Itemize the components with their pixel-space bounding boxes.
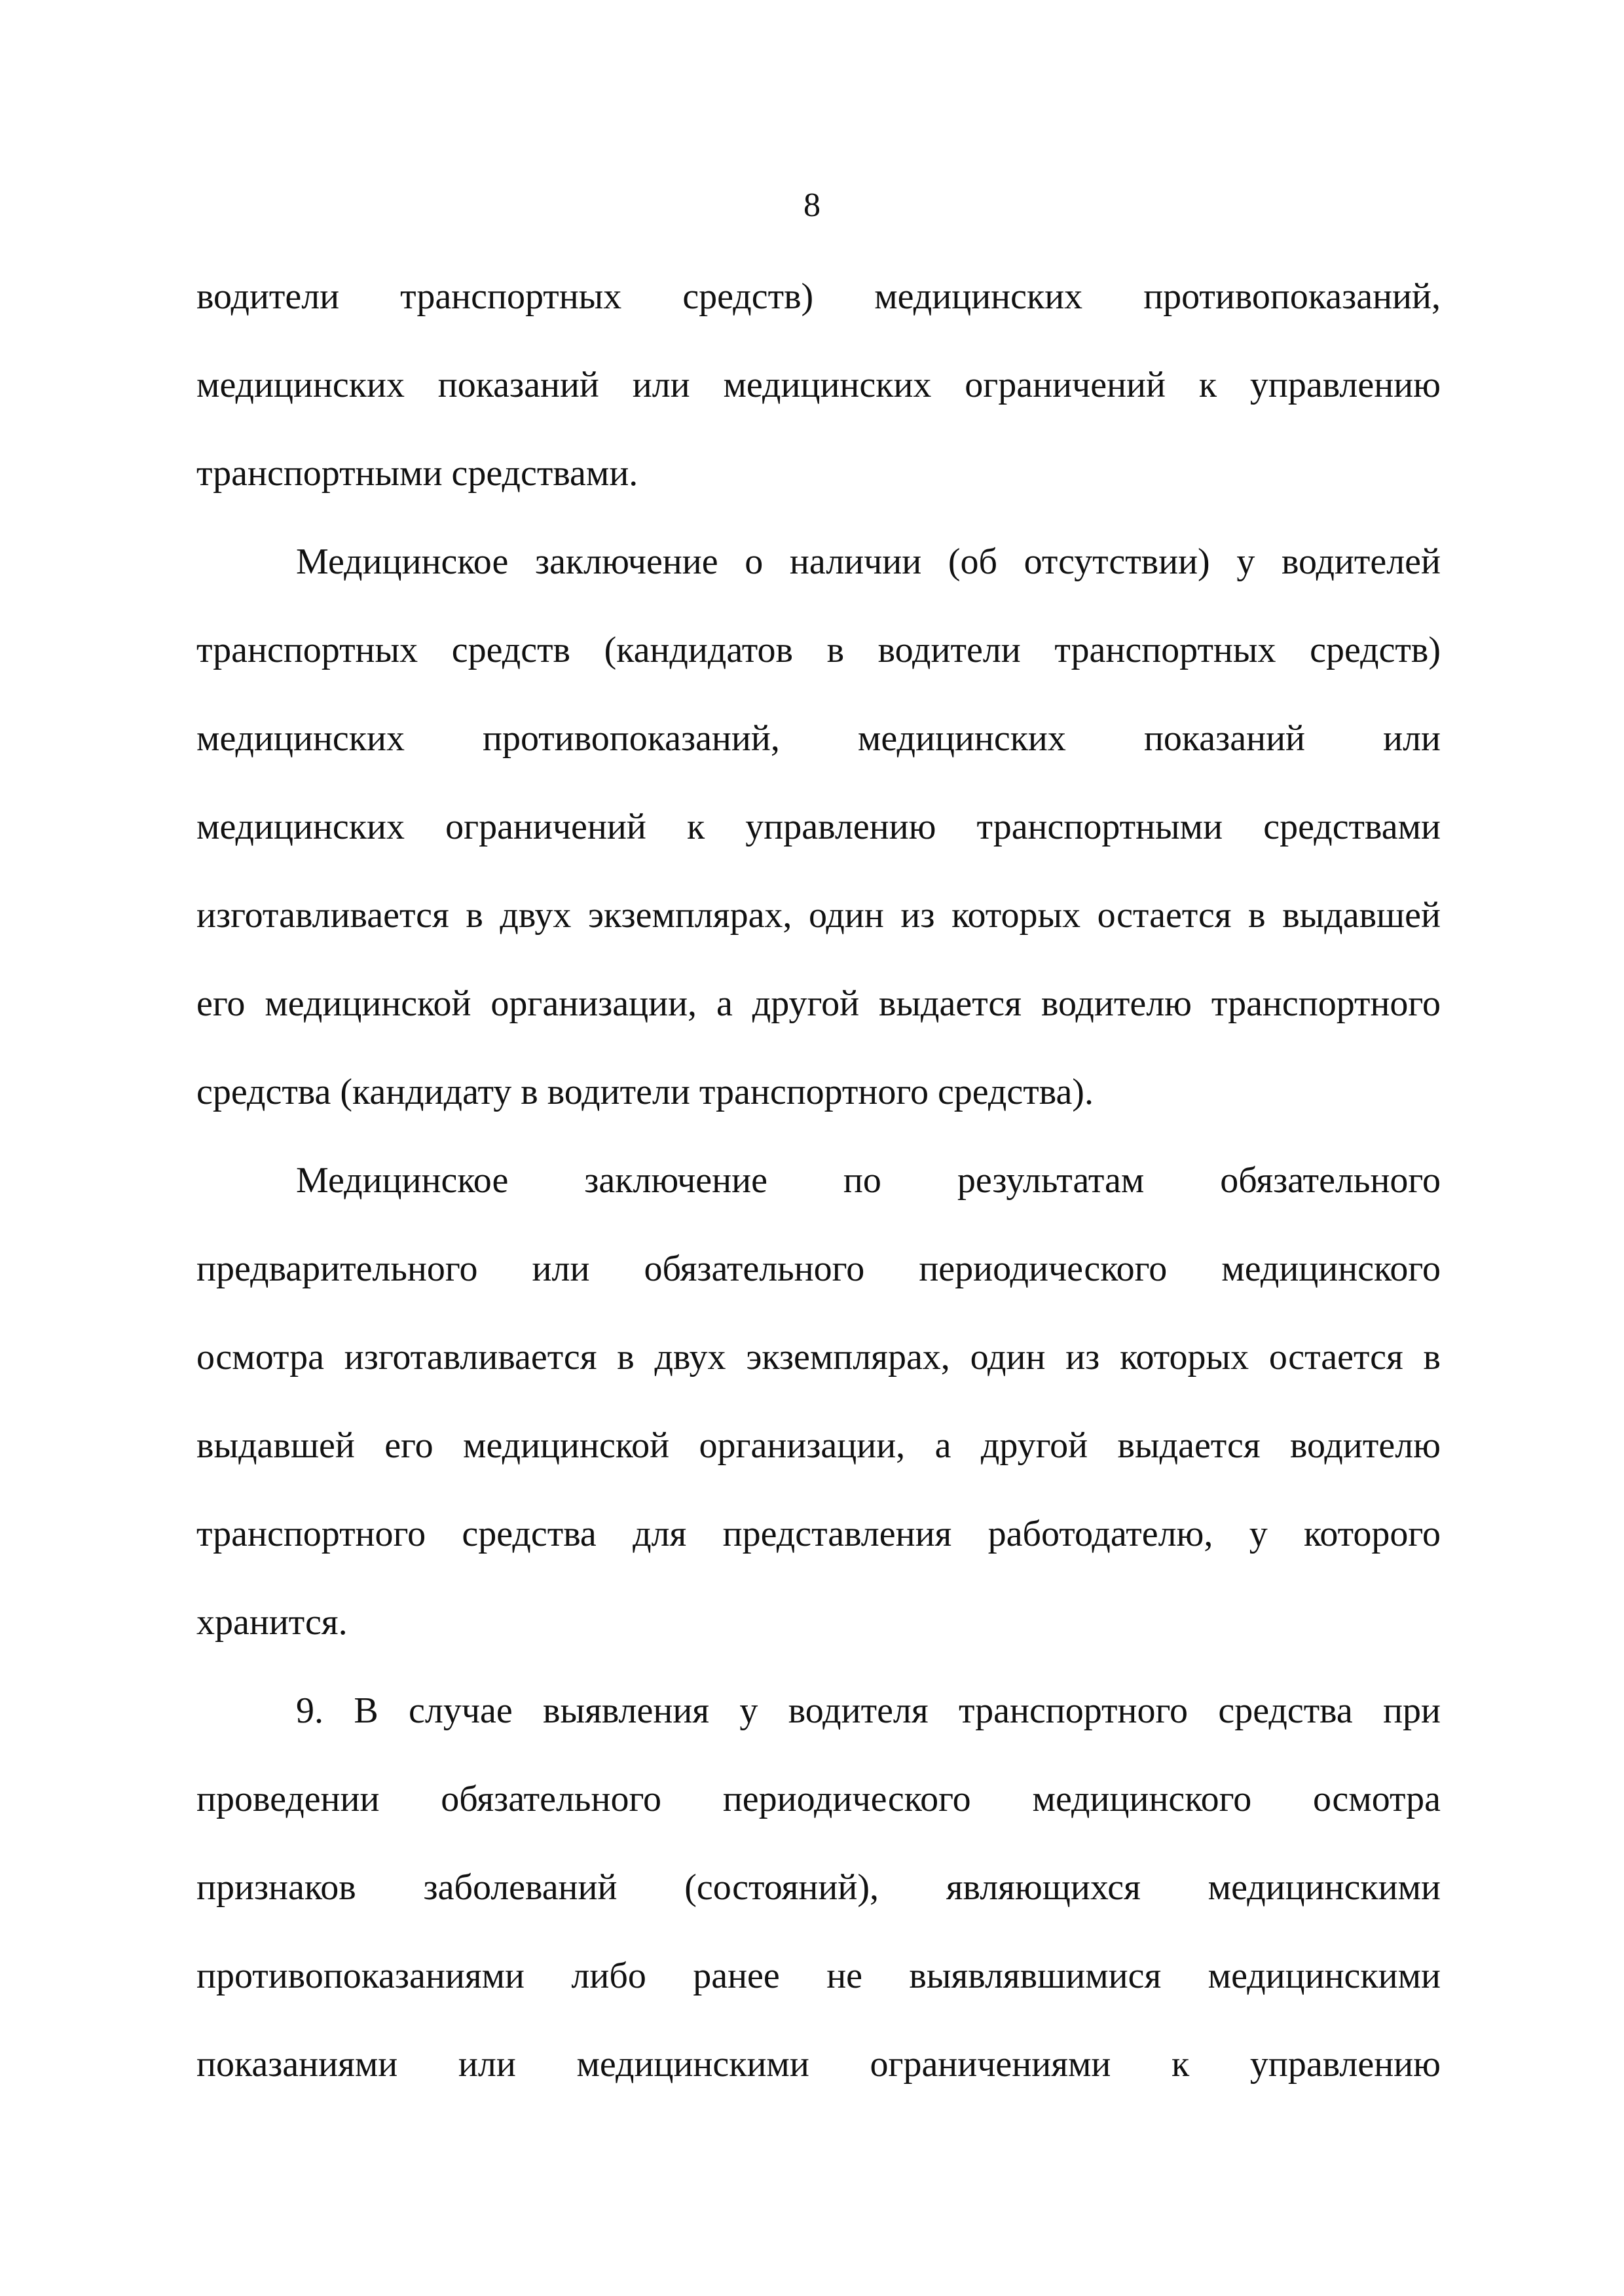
text-line: транспортного средства для представления работодателю, у которого	[196, 1514, 1441, 1554]
text-line: осмотра изготавливается в двух экземплярах, один из которых остается в	[196, 1337, 1441, 1377]
text-line: изготавливается в двух экземплярах, один из которых остается в выдавшей	[196, 895, 1441, 936]
text-line: средства (кандидату в водители транспортного средства).	[196, 1072, 1094, 1112]
text-line: медицинских ограничений к управлению транспортными средствами	[196, 807, 1441, 847]
text-line: проведении обязательного периодического медицинского осмотра	[196, 1779, 1441, 1819]
text-line: предварительного или обязательного периодического медицинского	[196, 1248, 1441, 1289]
text-line: его медицинской организации, а другой выдается водителю транспортного	[196, 983, 1441, 1024]
text-line: транспортными средствами.	[196, 453, 638, 494]
text-line: Медицинское заключение о наличии (об отсутствии) у водителей	[296, 541, 1441, 582]
text-line: медицинских показаний или медицинских ограничений к управлению	[196, 365, 1441, 405]
text-line: медицинских противопоказаний, медицинских показаний или	[196, 718, 1441, 759]
text-line: выдавшей его медицинской организации, а другой выдается водителю	[196, 1425, 1441, 1466]
text-line: водители транспортных средств) медицинских противопоказаний,	[196, 276, 1441, 317]
text-line: Медицинское заключение по результатам обязательного	[296, 1160, 1441, 1201]
text-line: транспортных средств (кандидатов в водители транспортных средств)	[196, 630, 1441, 670]
page-number: 8	[803, 187, 821, 224]
text-line: 9. В случае выявления у водителя транспортного средства при	[296, 1690, 1441, 1731]
text-line: показаниями или медицинскими ограничениями к управлению	[196, 2044, 1441, 2085]
text-line: хранится.	[196, 1602, 348, 1643]
text-line: противопоказаниями либо ранее не выявлявшимися медицинскими	[196, 1956, 1441, 1996]
text-line: признаков заболеваний (состояний), являющихся медицинскими	[196, 1867, 1441, 1908]
